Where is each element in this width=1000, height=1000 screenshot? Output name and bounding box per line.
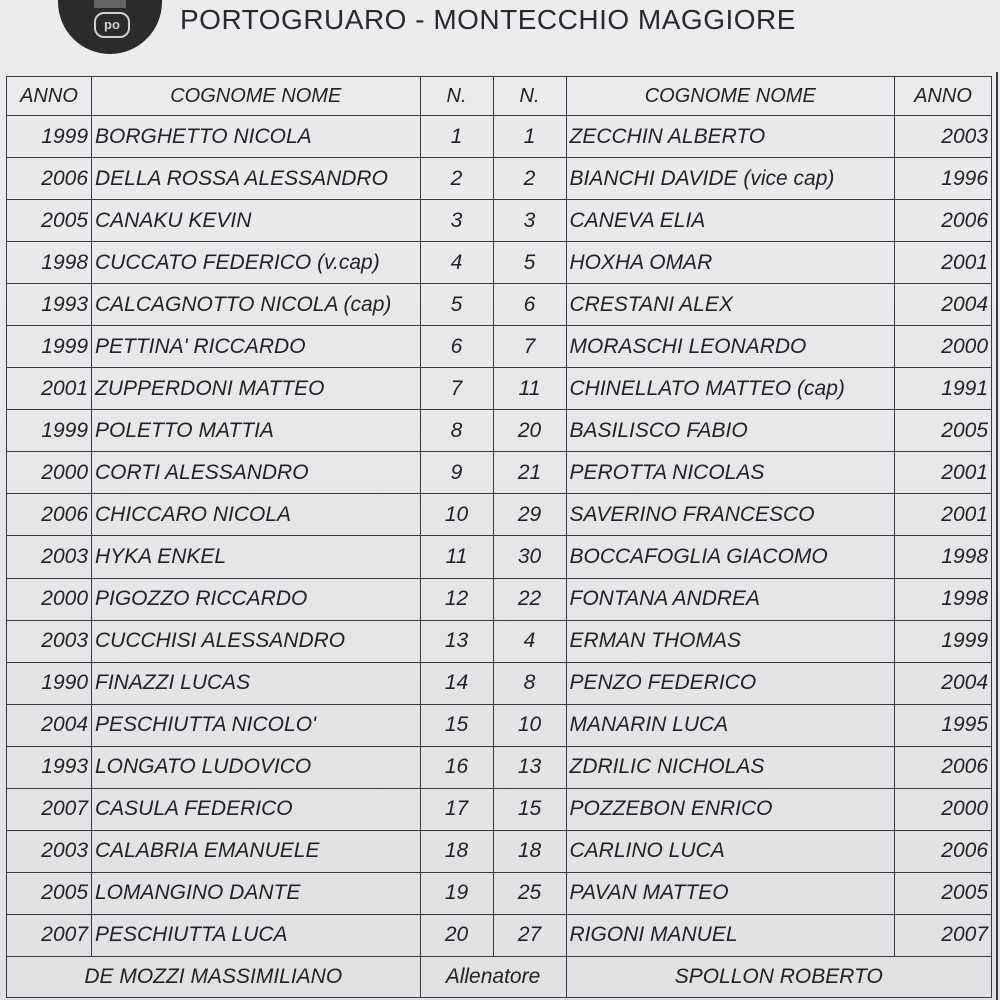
player-row <box>7 158 992 200</box>
home-player-number: 13 <box>420 620 493 662</box>
coach-role-label: Allenatore <box>420 957 566 998</box>
logo-banner <box>94 0 126 8</box>
away-player-name: FONTANA ANDREA <box>566 578 895 620</box>
home-player-name: CANAKU KEVIN <box>92 200 421 242</box>
away-player-name: SAVERINO FRANCESCO <box>566 494 895 536</box>
away-player-name: HOXHA OMAR <box>566 242 895 284</box>
home-player-number: 10 <box>420 494 493 536</box>
away-player-year: 2006 <box>895 200 992 242</box>
away-player-year: 1995 <box>895 704 992 746</box>
home-player-name: POLETTO MATTIA <box>92 410 421 452</box>
away-player-name: BASILISCO FABIO <box>566 410 895 452</box>
away-player-number: 22 <box>493 578 566 620</box>
header-name-right: COGNOME NOME <box>566 77 895 116</box>
home-player-name: HYKA ENKEL <box>92 536 421 578</box>
player-row <box>7 746 992 788</box>
home-player-year: 1998 <box>7 242 92 284</box>
away-player-number: 7 <box>493 326 566 368</box>
away-player-number: 5 <box>493 242 566 284</box>
home-player-number: 5 <box>420 284 493 326</box>
player-row <box>7 200 992 242</box>
home-player-number: 11 <box>420 536 493 578</box>
away-player-year: 1998 <box>895 578 992 620</box>
header-name-left: COGNOME NOME <box>92 77 421 116</box>
home-coach: DE MOZZI MASSIMILIANO <box>7 957 421 998</box>
away-player-number: 20 <box>493 410 566 452</box>
logo-mark: po <box>94 12 130 38</box>
away-player-name: MORASCHI LEONARDO <box>566 326 895 368</box>
home-player-year: 2000 <box>7 578 92 620</box>
home-player-number: 18 <box>420 830 493 872</box>
home-player-name: CHICCARO NICOLA <box>92 494 421 536</box>
home-player-number: 17 <box>420 788 493 830</box>
home-player-number: 15 <box>420 704 493 746</box>
home-player-name: LONGATO LUDOVICO <box>92 746 421 788</box>
away-player-year: 2001 <box>895 494 992 536</box>
away-player-year: 2000 <box>895 788 992 830</box>
away-player-number: 18 <box>493 830 566 872</box>
away-player-number: 10 <box>493 704 566 746</box>
home-player-year: 2006 <box>7 494 92 536</box>
away-player-name: RIGONI MANUEL <box>566 914 895 956</box>
home-player-year: 2003 <box>7 830 92 872</box>
away-player-year: 2006 <box>895 746 992 788</box>
away-player-number: 2 <box>493 158 566 200</box>
home-player-year: 1999 <box>7 410 92 452</box>
player-row <box>7 872 992 914</box>
match-title: PORTOGRUARO - MONTECCHIO MAGGIORE <box>180 4 796 35</box>
home-player-year: 1993 <box>7 284 92 326</box>
away-player-name: ZECCHIN ALBERTO <box>566 116 895 158</box>
away-player-year: 2005 <box>895 872 992 914</box>
home-player-year: 2005 <box>7 872 92 914</box>
away-player-name: ERMAN THOMAS <box>566 620 895 662</box>
home-player-number: 8 <box>420 410 493 452</box>
home-player-name: PESCHIUTTA NICOLO' <box>92 704 421 746</box>
roster-body <box>7 116 992 957</box>
home-player-number: 3 <box>420 200 493 242</box>
player-row <box>7 914 992 956</box>
away-player-year: 2004 <box>895 662 992 704</box>
home-player-year: 1999 <box>7 116 92 158</box>
away-player-year: 2003 <box>895 116 992 158</box>
away-player-year: 1999 <box>895 620 992 662</box>
home-player-number: 12 <box>420 578 493 620</box>
away-player-name: MANARIN LUCA <box>566 704 895 746</box>
away-player-name: CRESTANI ALEX <box>566 284 895 326</box>
away-player-year: 2006 <box>895 830 992 872</box>
player-row <box>7 662 992 704</box>
away-player-year: 2007 <box>895 914 992 956</box>
away-player-name: BIANCHI DAVIDE (vice cap) <box>566 158 895 200</box>
home-player-number: 1 <box>420 116 493 158</box>
home-player-name: CUCCHISI ALESSANDRO <box>92 620 421 662</box>
away-coach: SPOLLON ROBERTO <box>566 957 992 998</box>
header-year-right: ANNO <box>895 77 992 116</box>
home-player-name: PETTINA' RICCARDO <box>92 326 421 368</box>
away-player-number: 25 <box>493 872 566 914</box>
away-player-year: 1991 <box>895 368 992 410</box>
home-player-year: 2005 <box>7 200 92 242</box>
player-row <box>7 578 992 620</box>
home-player-name: BORGHETTO NICOLA <box>92 116 421 158</box>
home-player-name: FINAZZI LUCAS <box>92 662 421 704</box>
home-player-number: 7 <box>420 368 493 410</box>
home-player-year: 2007 <box>7 914 92 956</box>
home-player-year: 2007 <box>7 788 92 830</box>
home-player-year: 2003 <box>7 536 92 578</box>
away-player-number: 27 <box>493 914 566 956</box>
player-row <box>7 494 992 536</box>
home-player-number: 4 <box>420 242 493 284</box>
home-player-number: 2 <box>420 158 493 200</box>
club-logo <box>58 0 162 54</box>
player-row <box>7 368 992 410</box>
away-player-number: 11 <box>493 368 566 410</box>
home-player-number: 20 <box>420 914 493 956</box>
lineup-table <box>6 76 992 998</box>
home-player-number: 6 <box>420 326 493 368</box>
away-player-number: 1 <box>493 116 566 158</box>
player-row <box>7 242 992 284</box>
player-row <box>7 704 992 746</box>
home-player-name: CUCCATO FEDERICO (v.cap) <box>92 242 421 284</box>
home-player-year: 1999 <box>7 326 92 368</box>
player-row <box>7 536 992 578</box>
home-player-year: 2000 <box>7 452 92 494</box>
header-year-left: ANNO <box>7 77 92 116</box>
away-player-name: PEROTTA NICOLAS <box>566 452 895 494</box>
away-player-number: 8 <box>493 662 566 704</box>
home-player-year: 2001 <box>7 368 92 410</box>
away-player-number: 3 <box>493 200 566 242</box>
home-player-year: 2004 <box>7 704 92 746</box>
home-player-number: 14 <box>420 662 493 704</box>
away-player-name: CANEVA ELIA <box>566 200 895 242</box>
player-row <box>7 410 992 452</box>
away-player-number: 13 <box>493 746 566 788</box>
away-player-year: 2001 <box>895 452 992 494</box>
home-player-number: 19 <box>420 872 493 914</box>
home-player-year: 2006 <box>7 158 92 200</box>
away-player-name: PAVAN MATTEO <box>566 872 895 914</box>
away-player-number: 21 <box>493 452 566 494</box>
home-player-name: PESCHIUTTA LUCA <box>92 914 421 956</box>
page-edge-divider <box>996 72 998 1000</box>
home-player-name: LOMANGINO DANTE <box>92 872 421 914</box>
player-row <box>7 326 992 368</box>
home-player-name: CALCAGNOTTO NICOLA (cap) <box>92 284 421 326</box>
player-row <box>7 284 992 326</box>
home-player-name: CORTI ALESSANDRO <box>92 452 421 494</box>
away-player-number: 30 <box>493 536 566 578</box>
away-player-name: PENZO FEDERICO <box>566 662 895 704</box>
header-number-right: N. <box>493 77 566 116</box>
coach-row <box>7 957 992 998</box>
away-player-name: CHINELLATO MATTEO (cap) <box>566 368 895 410</box>
home-player-year: 1993 <box>7 746 92 788</box>
player-row <box>7 116 992 158</box>
away-player-name: POZZEBON ENRICO <box>566 788 895 830</box>
home-player-name: CALABRIA EMANUELE <box>92 830 421 872</box>
home-player-name: DELLA ROSSA ALESSANDRO <box>92 158 421 200</box>
away-player-year: 1998 <box>895 536 992 578</box>
away-player-name: BOCCAFOGLIA GIACOMO <box>566 536 895 578</box>
home-player-number: 16 <box>420 746 493 788</box>
player-row <box>7 830 992 872</box>
home-player-name: ZUPPERDONI MATTEO <box>92 368 421 410</box>
away-player-number: 4 <box>493 620 566 662</box>
away-player-number: 6 <box>493 284 566 326</box>
home-player-name: PIGOZZO RICCARDO <box>92 578 421 620</box>
home-player-number: 9 <box>420 452 493 494</box>
player-row <box>7 788 992 830</box>
home-player-year: 1990 <box>7 662 92 704</box>
player-row <box>7 620 992 662</box>
header-row <box>7 77 992 116</box>
away-player-year: 2004 <box>895 284 992 326</box>
away-player-year: 1996 <box>895 158 992 200</box>
away-player-number: 29 <box>493 494 566 536</box>
home-player-name: CASULA FEDERICO <box>92 788 421 830</box>
home-player-year: 2003 <box>7 620 92 662</box>
away-player-name: CARLINO LUCA <box>566 830 895 872</box>
away-player-year: 2005 <box>895 410 992 452</box>
player-row <box>7 452 992 494</box>
header-number-left: N. <box>420 77 493 116</box>
away-player-number: 15 <box>493 788 566 830</box>
away-player-year: 2000 <box>895 326 992 368</box>
away-player-year: 2001 <box>895 242 992 284</box>
away-player-name: ZDRILIC NICHOLAS <box>566 746 895 788</box>
